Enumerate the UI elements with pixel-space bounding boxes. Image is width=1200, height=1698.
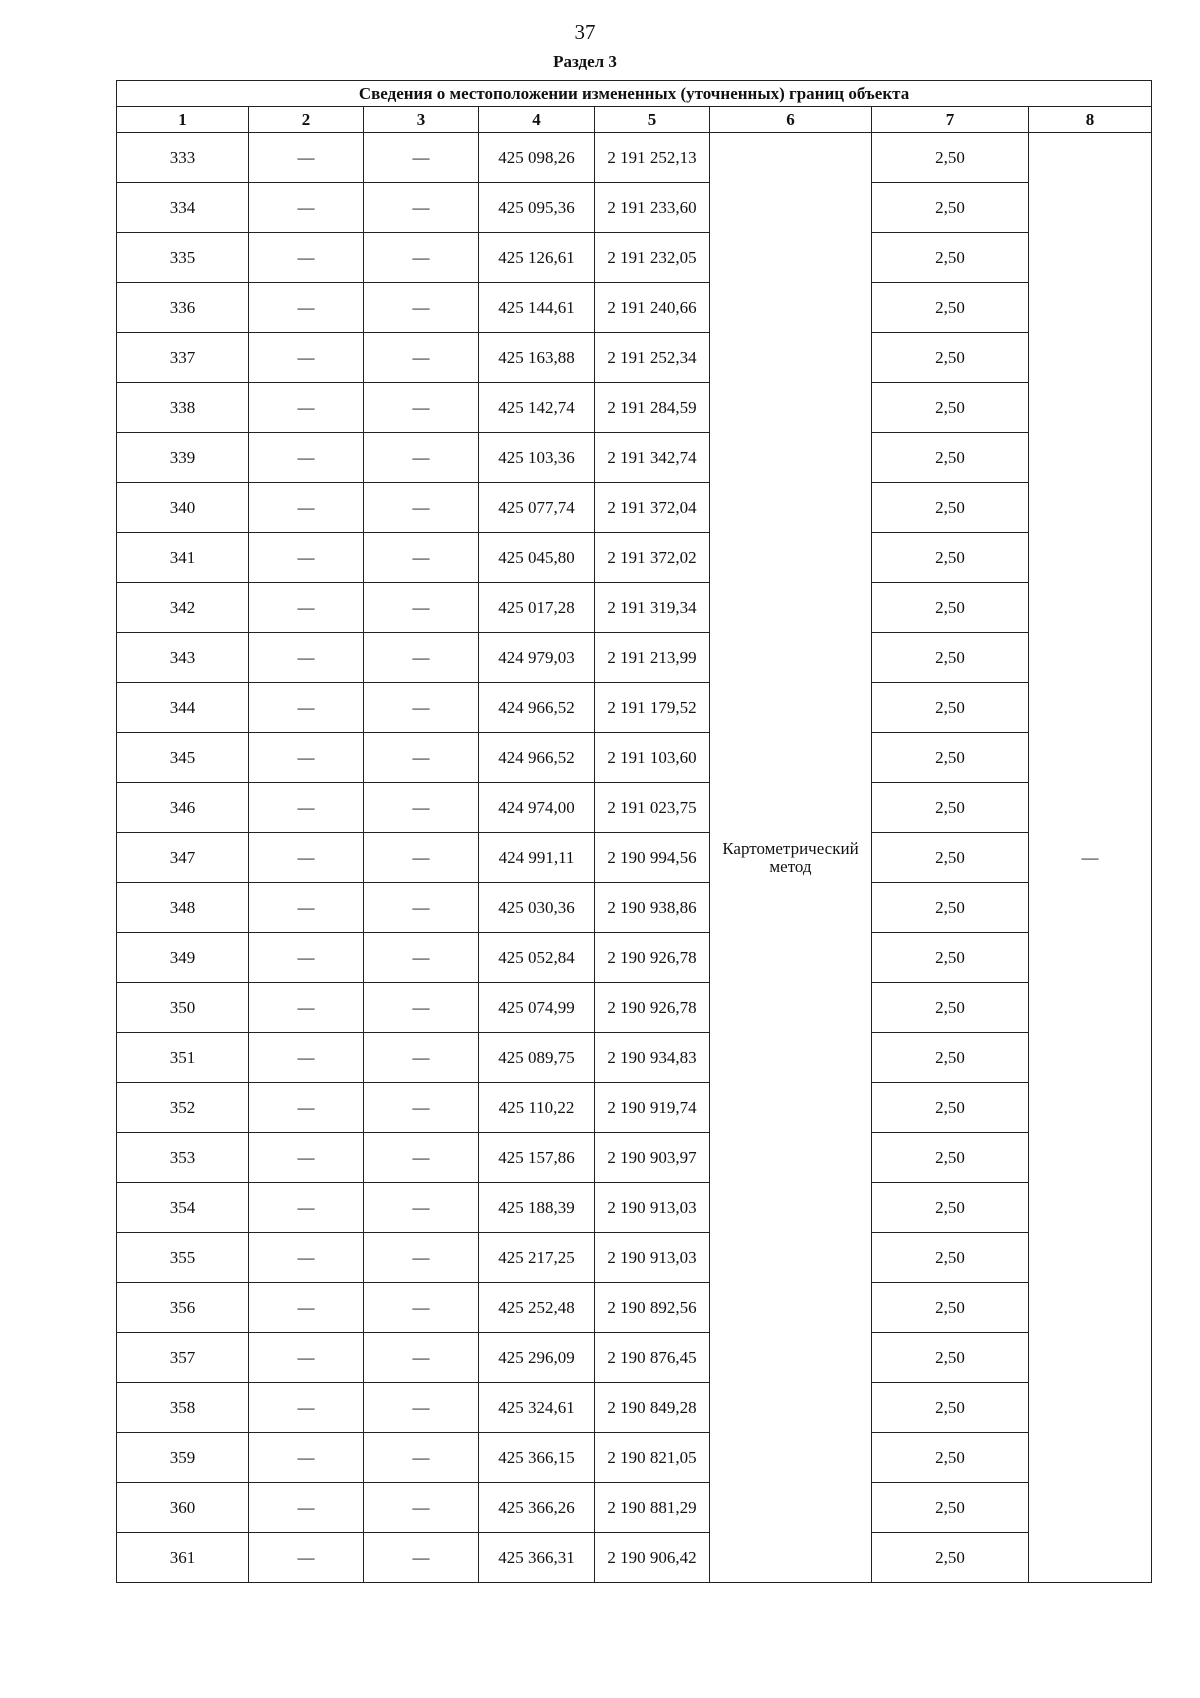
y-coordinate-cell: 2 190 876,45 bbox=[595, 1333, 710, 1383]
point-number-cell: 351 bbox=[117, 1033, 249, 1083]
y-coordinate-cell: 2 190 913,03 bbox=[595, 1233, 710, 1283]
y-coordinate-cell: 2 191 252,13 bbox=[595, 133, 710, 183]
table-caption: Сведения о местоположении измененных (уточненных) границ объекта bbox=[117, 81, 1152, 107]
point-number-cell: 359 bbox=[117, 1433, 249, 1483]
column-2-cell: — bbox=[249, 633, 364, 683]
column-2-cell: — bbox=[249, 1133, 364, 1183]
column-3-cell: — bbox=[364, 933, 479, 983]
table-row bbox=[117, 483, 1152, 533]
x-coordinate-cell: 425 052,84 bbox=[479, 933, 595, 983]
table-row bbox=[117, 333, 1152, 383]
y-coordinate-cell: 2 191 023,75 bbox=[595, 783, 710, 833]
table-row bbox=[117, 183, 1152, 233]
y-coordinate-cell: 2 191 372,04 bbox=[595, 483, 710, 533]
column-2-cell: — bbox=[249, 1433, 364, 1483]
column-number: 1 bbox=[117, 107, 249, 133]
table-row bbox=[117, 683, 1152, 733]
column-2-cell: — bbox=[249, 583, 364, 633]
column-2-cell: — bbox=[249, 483, 364, 533]
y-coordinate-cell: 2 191 232,05 bbox=[595, 233, 710, 283]
accuracy-cell: 2,50 bbox=[872, 1483, 1029, 1533]
column-number-row bbox=[117, 107, 1152, 133]
column-number: 6 bbox=[710, 107, 872, 133]
x-coordinate-cell: 425 157,86 bbox=[479, 1133, 595, 1183]
x-coordinate-cell: 425 163,88 bbox=[479, 333, 595, 383]
column-2-cell: — bbox=[249, 1333, 364, 1383]
point-number-cell: 343 bbox=[117, 633, 249, 683]
accuracy-cell: 2,50 bbox=[872, 833, 1029, 883]
x-coordinate-cell: 425 142,74 bbox=[479, 383, 595, 433]
column-3-cell: — bbox=[364, 183, 479, 233]
y-coordinate-cell: 2 191 252,34 bbox=[595, 333, 710, 383]
point-number-cell: 360 bbox=[117, 1483, 249, 1533]
x-coordinate-cell: 425 366,31 bbox=[479, 1533, 595, 1583]
column-3-cell: — bbox=[364, 733, 479, 783]
column-2-cell: — bbox=[249, 683, 364, 733]
accuracy-cell: 2,50 bbox=[872, 883, 1029, 933]
column-3-cell: — bbox=[364, 1233, 479, 1283]
column-2-cell: — bbox=[249, 233, 364, 283]
table-row bbox=[117, 1383, 1152, 1433]
x-coordinate-cell: 425 074,99 bbox=[479, 983, 595, 1033]
point-number-cell: 352 bbox=[117, 1083, 249, 1133]
column-2-cell: — bbox=[249, 183, 364, 233]
y-coordinate-cell: 2 190 903,97 bbox=[595, 1133, 710, 1183]
y-coordinate-cell: 2 190 934,83 bbox=[595, 1033, 710, 1083]
column-2-cell: — bbox=[249, 1033, 364, 1083]
column-3-cell: — bbox=[364, 1533, 479, 1583]
point-number-cell: 348 bbox=[117, 883, 249, 933]
table-row bbox=[117, 533, 1152, 583]
point-number-cell: 337 bbox=[117, 333, 249, 383]
x-coordinate-cell: 425 296,09 bbox=[479, 1333, 595, 1383]
column-3-cell: — bbox=[364, 683, 479, 733]
column-3-cell: — bbox=[364, 633, 479, 683]
x-coordinate-cell: 424 991,11 bbox=[479, 833, 595, 883]
y-coordinate-cell: 2 191 284,59 bbox=[595, 383, 710, 433]
point-number-cell: 339 bbox=[117, 433, 249, 483]
column-3-cell: — bbox=[364, 1383, 479, 1433]
column-2-cell: — bbox=[249, 1283, 364, 1333]
column-3-cell: — bbox=[364, 583, 479, 633]
column-3-cell: — bbox=[364, 233, 479, 283]
accuracy-cell: 2,50 bbox=[872, 583, 1029, 633]
section-title: Раздел 3 bbox=[553, 52, 617, 71]
column-3-cell: — bbox=[364, 333, 479, 383]
accuracy-cell: 2,50 bbox=[872, 1383, 1029, 1433]
point-number-cell: 355 bbox=[117, 1233, 249, 1283]
table-row bbox=[117, 1233, 1152, 1283]
table-row bbox=[117, 1183, 1152, 1233]
point-number-cell: 336 bbox=[117, 283, 249, 333]
x-coordinate-cell: 425 103,36 bbox=[479, 433, 595, 483]
column-2-cell: — bbox=[249, 833, 364, 883]
column-2-cell: — bbox=[249, 983, 364, 1033]
table-row bbox=[117, 433, 1152, 483]
table-row bbox=[117, 883, 1152, 933]
column-2-cell: — bbox=[249, 383, 364, 433]
column-2-cell: — bbox=[249, 1533, 364, 1583]
accuracy-cell: 2,50 bbox=[872, 433, 1029, 483]
x-coordinate-cell: 425 366,15 bbox=[479, 1433, 595, 1483]
column-number: 5 bbox=[595, 107, 710, 133]
accuracy-cell: 2,50 bbox=[872, 933, 1029, 983]
x-coordinate-cell: 425 188,39 bbox=[479, 1183, 595, 1233]
column-2-cell: — bbox=[249, 1233, 364, 1283]
column-number: 3 bbox=[364, 107, 479, 133]
point-number-cell: 353 bbox=[117, 1133, 249, 1183]
y-coordinate-cell: 2 190 938,86 bbox=[595, 883, 710, 933]
y-coordinate-cell: 2 190 919,74 bbox=[595, 1083, 710, 1133]
table-row bbox=[117, 733, 1152, 783]
table-row bbox=[117, 1333, 1152, 1383]
column-2-cell: — bbox=[249, 733, 364, 783]
page-number: 37 bbox=[574, 20, 596, 44]
y-coordinate-cell: 2 191 179,52 bbox=[595, 683, 710, 733]
column-2-cell: — bbox=[249, 883, 364, 933]
point-number-cell: 354 bbox=[117, 1183, 249, 1233]
column-2-cell: — bbox=[249, 1383, 364, 1433]
point-number-cell: 358 bbox=[117, 1383, 249, 1433]
y-coordinate-cell: 2 190 906,42 bbox=[595, 1533, 710, 1583]
table-row bbox=[117, 983, 1152, 1033]
table-row bbox=[117, 1433, 1152, 1483]
accuracy-cell: 2,50 bbox=[872, 633, 1029, 683]
column-2-cell: — bbox=[249, 1083, 364, 1133]
column-2-cell: — bbox=[249, 133, 364, 183]
accuracy-cell: 2,50 bbox=[872, 383, 1029, 433]
accuracy-cell: 2,50 bbox=[872, 1033, 1029, 1083]
point-number-cell: 341 bbox=[117, 533, 249, 583]
y-coordinate-cell: 2 190 926,78 bbox=[595, 983, 710, 1033]
column-2-cell: — bbox=[249, 433, 364, 483]
x-coordinate-cell: 425 077,74 bbox=[479, 483, 595, 533]
column-3-cell: — bbox=[364, 883, 479, 933]
table-row bbox=[117, 133, 1152, 183]
y-coordinate-cell: 2 191 213,99 bbox=[595, 633, 710, 683]
table-row bbox=[117, 383, 1152, 433]
accuracy-cell: 2,50 bbox=[872, 1283, 1029, 1333]
column-3-cell: — bbox=[364, 383, 479, 433]
table-row bbox=[117, 233, 1152, 283]
table-row bbox=[117, 1083, 1152, 1133]
column-3-cell: — bbox=[364, 1083, 479, 1133]
column-3-cell: — bbox=[364, 533, 479, 583]
table-row bbox=[117, 1483, 1152, 1533]
y-coordinate-cell: 2 191 240,66 bbox=[595, 283, 710, 333]
point-number-cell: 347 bbox=[117, 833, 249, 883]
y-coordinate-cell: 2 191 372,02 bbox=[595, 533, 710, 583]
column-2-cell: — bbox=[249, 783, 364, 833]
column-2-cell: — bbox=[249, 933, 364, 983]
y-coordinate-cell: 2 191 342,74 bbox=[595, 433, 710, 483]
accuracy-cell: 2,50 bbox=[872, 1533, 1029, 1583]
y-coordinate-cell: 2 190 821,05 bbox=[595, 1433, 710, 1483]
point-number-cell: 342 bbox=[117, 583, 249, 633]
accuracy-cell: 2,50 bbox=[872, 183, 1029, 233]
column-number: 2 bbox=[249, 107, 364, 133]
accuracy-cell: 2,50 bbox=[872, 1333, 1029, 1383]
x-coordinate-cell: 425 095,36 bbox=[479, 183, 595, 233]
method-cell: Картометрический метод bbox=[710, 133, 872, 1583]
column-2-cell: — bbox=[249, 283, 364, 333]
x-coordinate-cell: 425 045,80 bbox=[479, 533, 595, 583]
point-number-cell: 334 bbox=[117, 183, 249, 233]
column-3-cell: — bbox=[364, 983, 479, 1033]
accuracy-cell: 2,50 bbox=[872, 1233, 1029, 1283]
column-3-cell: — bbox=[364, 483, 479, 533]
column-3-cell: — bbox=[364, 1033, 479, 1083]
y-coordinate-cell: 2 190 892,56 bbox=[595, 1283, 710, 1333]
column-3-cell: — bbox=[364, 1183, 479, 1233]
column-3-cell: — bbox=[364, 283, 479, 333]
accuracy-cell: 2,50 bbox=[872, 683, 1029, 733]
table-row bbox=[117, 583, 1152, 633]
point-number-cell: 335 bbox=[117, 233, 249, 283]
x-coordinate-cell: 424 979,03 bbox=[479, 633, 595, 683]
table-body bbox=[117, 81, 1152, 1583]
column-3-cell: — bbox=[364, 833, 479, 883]
x-coordinate-cell: 425 144,61 bbox=[479, 283, 595, 333]
column-3-cell: — bbox=[364, 133, 479, 183]
table-row bbox=[117, 783, 1152, 833]
table-row bbox=[117, 1033, 1152, 1083]
accuracy-cell: 2,50 bbox=[872, 233, 1029, 283]
x-coordinate-cell: 425 098,26 bbox=[479, 133, 595, 183]
accuracy-cell: 2,50 bbox=[872, 983, 1029, 1033]
column-2-cell: — bbox=[249, 1483, 364, 1533]
x-coordinate-cell: 425 324,61 bbox=[479, 1383, 595, 1433]
point-number-cell: 357 bbox=[117, 1333, 249, 1383]
accuracy-cell: 2,50 bbox=[872, 533, 1029, 583]
table-row bbox=[117, 283, 1152, 333]
accuracy-cell: 2,50 bbox=[872, 733, 1029, 783]
point-number-cell: 344 bbox=[117, 683, 249, 733]
x-coordinate-cell: 425 126,61 bbox=[479, 233, 595, 283]
table-row bbox=[117, 1133, 1152, 1183]
x-coordinate-cell: 425 217,25 bbox=[479, 1233, 595, 1283]
point-number-cell: 333 bbox=[117, 133, 249, 183]
table-row bbox=[117, 1533, 1152, 1583]
x-coordinate-cell: 425 110,22 bbox=[479, 1083, 595, 1133]
column-2-cell: — bbox=[249, 1183, 364, 1233]
point-number-cell: 349 bbox=[117, 933, 249, 983]
column-number: 4 bbox=[479, 107, 595, 133]
x-coordinate-cell: 425 089,75 bbox=[479, 1033, 595, 1083]
x-coordinate-cell: 425 252,48 bbox=[479, 1283, 595, 1333]
boundary-coordinates-table bbox=[116, 80, 1152, 1583]
point-number-cell: 361 bbox=[117, 1533, 249, 1583]
table-row bbox=[117, 633, 1152, 683]
column-3-cell: — bbox=[364, 1333, 479, 1383]
column-2-cell: — bbox=[249, 333, 364, 383]
point-number-cell: 340 bbox=[117, 483, 249, 533]
accuracy-cell: 2,50 bbox=[872, 333, 1029, 383]
y-coordinate-cell: 2 191 319,34 bbox=[595, 583, 710, 633]
point-number-cell: 338 bbox=[117, 383, 249, 433]
table-row bbox=[117, 833, 1152, 883]
column-3-cell: — bbox=[364, 1433, 479, 1483]
column-3-cell: — bbox=[364, 1133, 479, 1183]
accuracy-cell: 2,50 bbox=[872, 283, 1029, 333]
point-number-cell: 346 bbox=[117, 783, 249, 833]
y-coordinate-cell: 2 191 233,60 bbox=[595, 183, 710, 233]
x-coordinate-cell: 425 017,28 bbox=[479, 583, 595, 633]
table-row bbox=[117, 1283, 1152, 1333]
column-3-cell: — bbox=[364, 1483, 479, 1533]
x-coordinate-cell: 425 366,26 bbox=[479, 1483, 595, 1533]
point-number-cell: 345 bbox=[117, 733, 249, 783]
y-coordinate-cell: 2 191 103,60 bbox=[595, 733, 710, 783]
accuracy-cell: 2,50 bbox=[872, 1083, 1029, 1133]
table-row bbox=[117, 933, 1152, 983]
column-2-cell: — bbox=[249, 533, 364, 583]
table-caption-row bbox=[117, 81, 1152, 107]
x-coordinate-cell: 425 030,36 bbox=[479, 883, 595, 933]
column-number: 7 bbox=[872, 107, 1029, 133]
column-3-cell: — bbox=[364, 1283, 479, 1333]
accuracy-cell: 2,50 bbox=[872, 783, 1029, 833]
column-8-cell: — bbox=[1029, 133, 1152, 1583]
column-3-cell: — bbox=[364, 433, 479, 483]
column-3-cell: — bbox=[364, 783, 479, 833]
x-coordinate-cell: 424 966,52 bbox=[479, 733, 595, 783]
x-coordinate-cell: 424 974,00 bbox=[479, 783, 595, 833]
accuracy-cell: 2,50 bbox=[872, 483, 1029, 533]
y-coordinate-cell: 2 190 881,29 bbox=[595, 1483, 710, 1533]
y-coordinate-cell: 2 190 994,56 bbox=[595, 833, 710, 883]
y-coordinate-cell: 2 190 926,78 bbox=[595, 933, 710, 983]
y-coordinate-cell: 2 190 913,03 bbox=[595, 1183, 710, 1233]
x-coordinate-cell: 424 966,52 bbox=[479, 683, 595, 733]
accuracy-cell: 2,50 bbox=[872, 1133, 1029, 1183]
y-coordinate-cell: 2 190 849,28 bbox=[595, 1383, 710, 1433]
point-number-cell: 350 bbox=[117, 983, 249, 1033]
point-number-cell: 356 bbox=[117, 1283, 249, 1333]
column-number: 8 bbox=[1029, 107, 1152, 133]
accuracy-cell: 2,50 bbox=[872, 1183, 1029, 1233]
accuracy-cell: 2,50 bbox=[872, 1433, 1029, 1483]
accuracy-cell: 2,50 bbox=[872, 133, 1029, 183]
